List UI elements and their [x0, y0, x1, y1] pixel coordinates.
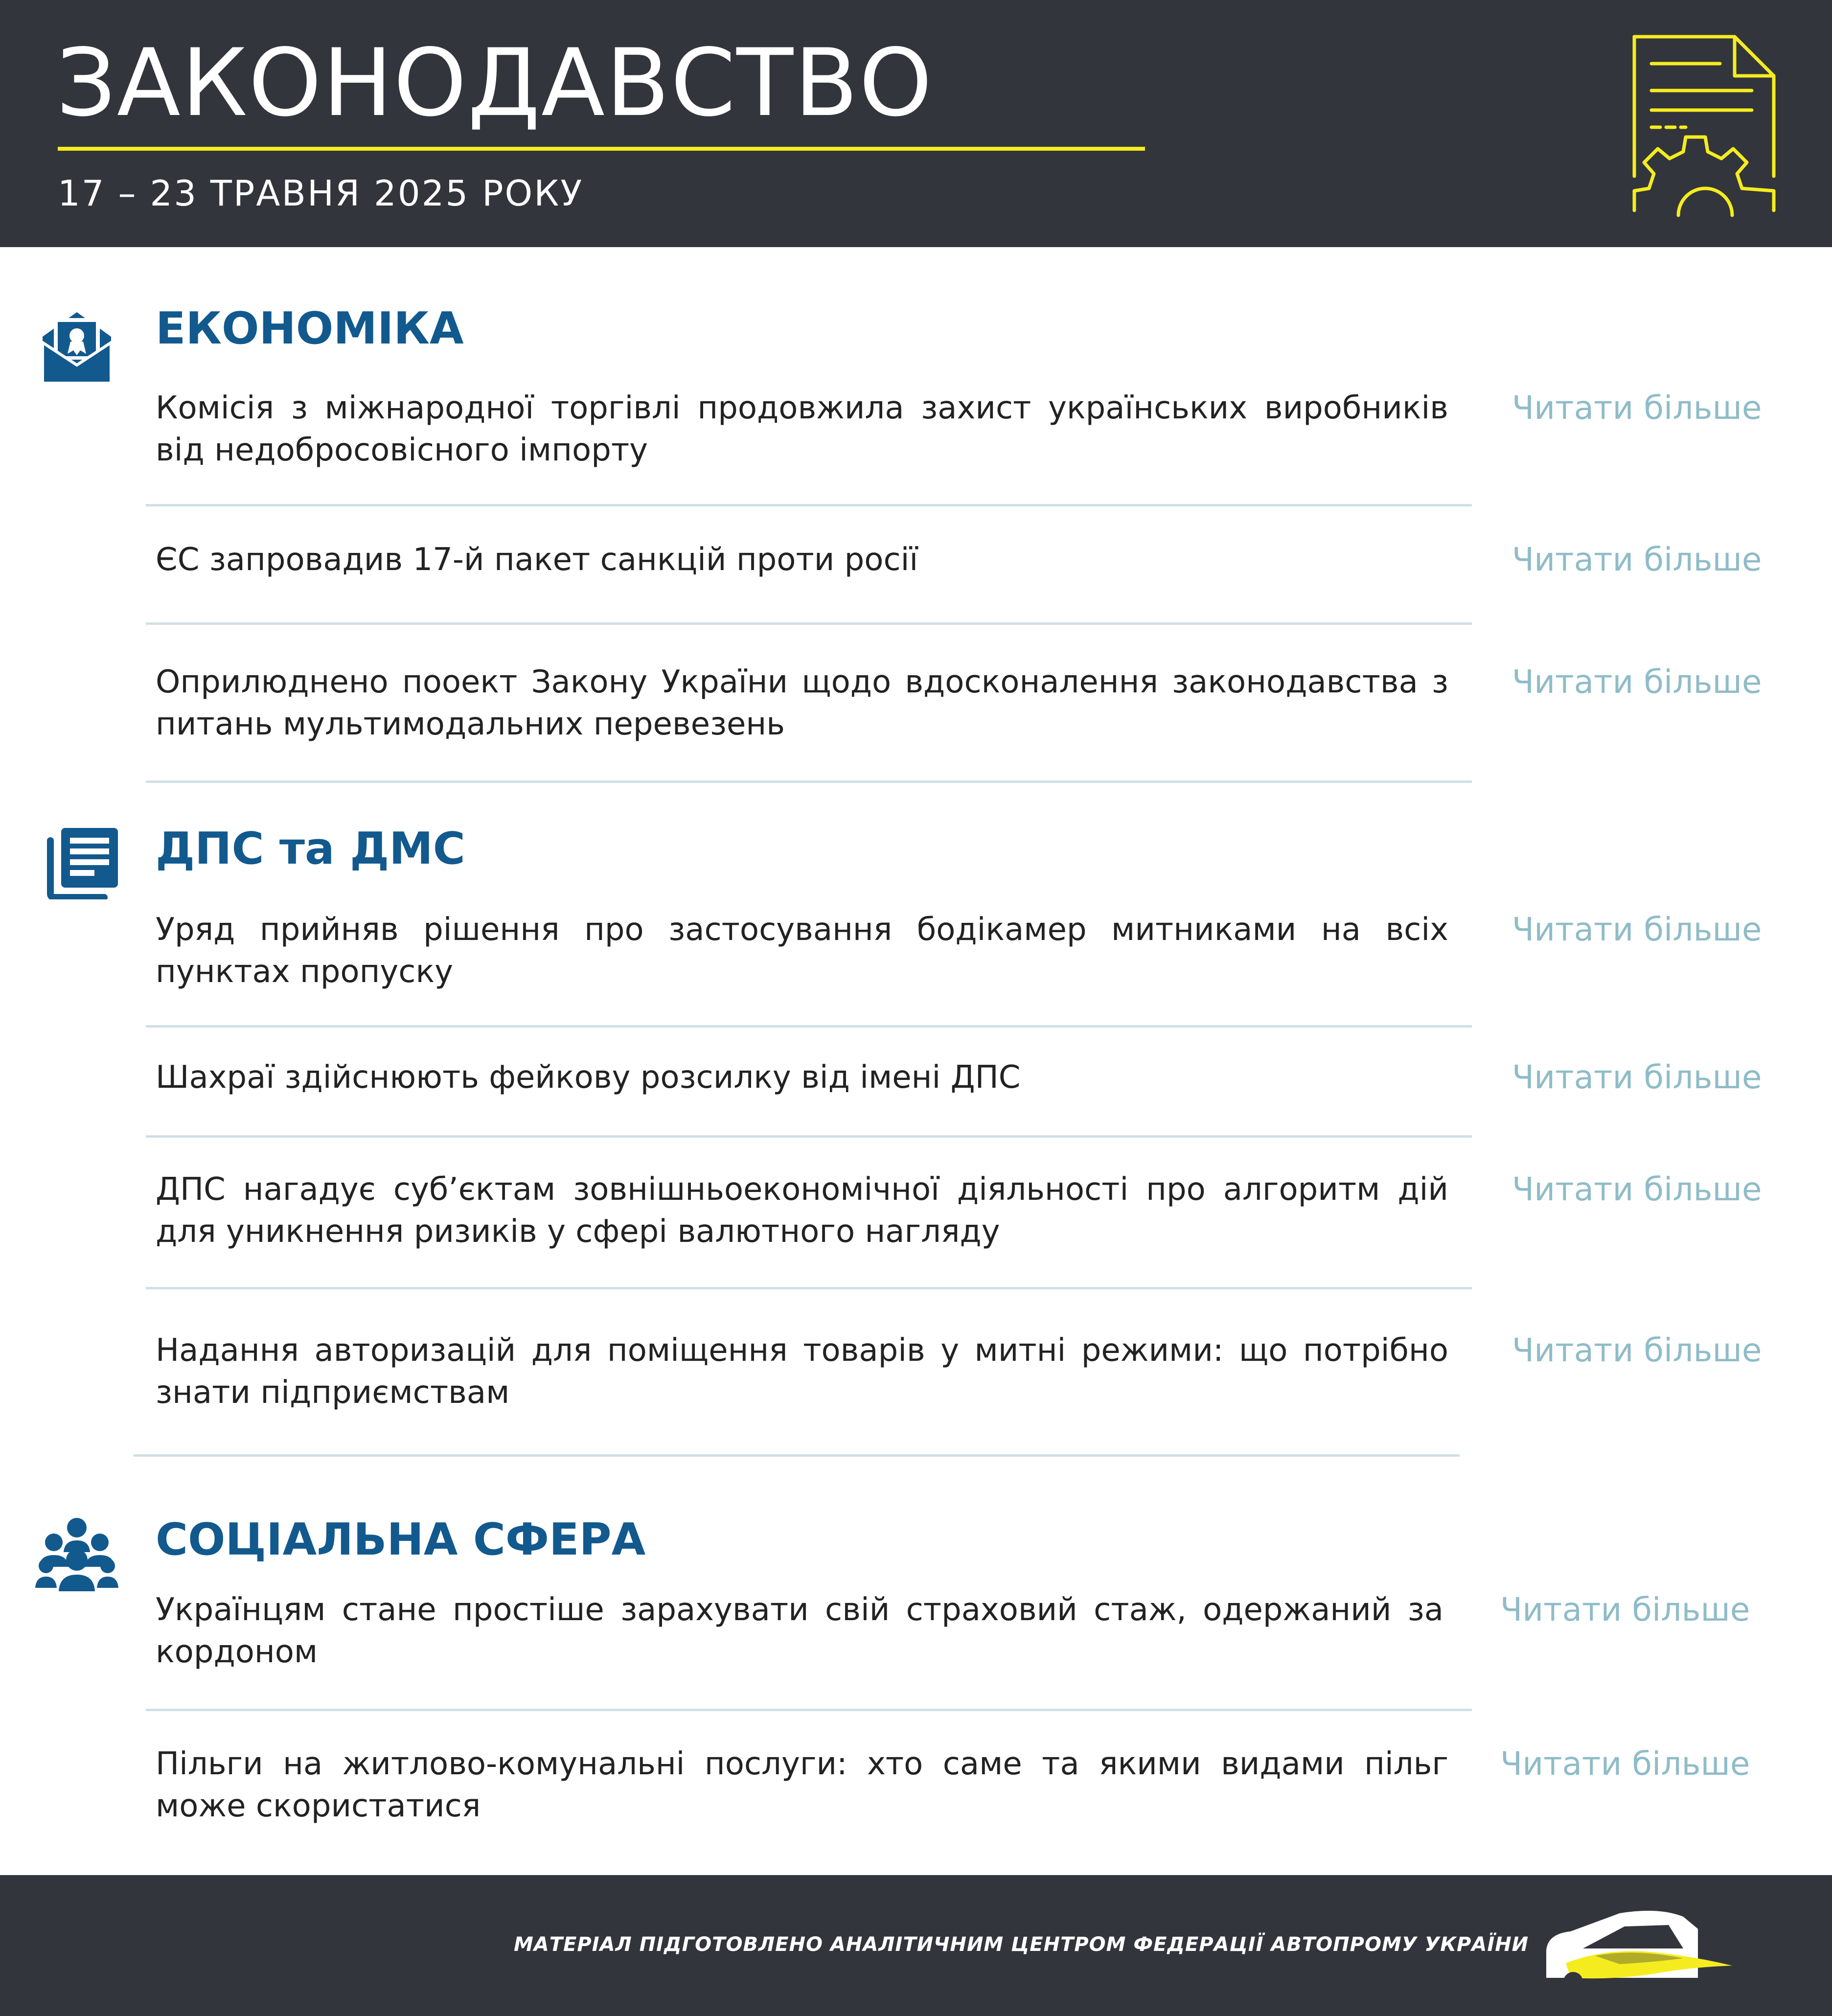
read-more-link[interactable]: Читати більше: [1512, 1058, 1762, 1096]
divider: [134, 1454, 1460, 1457]
news-item-text: Українцям стане простіше зарахувати свій страховий стаж, одержаний за кордоном: [156, 1592, 1443, 1670]
news-item-text: Пільги на житлово-комунальні послуги: хто саме та якими видами пільг може скористатися: [156, 1746, 1448, 1824]
car-logo-icon: [1536, 1904, 1742, 1997]
news-item-text: Надання авторизацій для поміщення товарів у митні режими: що потрібно знати підприємствам: [156, 1332, 1448, 1411]
footer-credit: МАТЕРІАЛ ПІДГОТОВЛЕНО АНАЛІТИЧНИМ ЦЕНТРОМ ФЕДЕРАЦІЇ АВТОПРОМУ УКРАЇНИ: [514, 1933, 1529, 1956]
divider: [146, 1709, 1472, 1711]
read-more-link[interactable]: Читати більше: [1512, 1170, 1762, 1208]
news-item-text: ЄС запровадив 17-й пакет санкцій проти росії: [156, 542, 918, 578]
section-title-tax: ДПС та ДМС: [156, 823, 465, 874]
news-item-text: Комісія з міжнародної торгівлі продовжила захист українських виробників від недобросовісного імпорту: [156, 390, 1448, 468]
page-title: ЗАКОНОДАВСТВО: [56, 29, 934, 137]
divider: [146, 504, 1472, 506]
news-item-text: Уряд прийняв рішення про застосування бодікамер митниками на всіх пунктах пропуску: [156, 912, 1448, 990]
read-more-link[interactable]: Читати більше: [1512, 541, 1762, 578]
read-more-link[interactable]: Читати більше: [1500, 1745, 1750, 1783]
section-title-economy: ЕКОНОМІКА: [156, 303, 464, 354]
read-more-link[interactable]: Читати більше: [1512, 389, 1762, 427]
read-more-link[interactable]: Читати більше: [1500, 1591, 1750, 1628]
envelope-certificate-icon: [40, 307, 114, 383]
header: [0, 0, 1832, 247]
divider: [146, 1287, 1472, 1289]
footer: [0, 1875, 1832, 2016]
news-item-text: Оприлюднено пооект Закону України щодо вдосконалення законодавства з питань мультимодальних перевезень: [156, 664, 1448, 742]
title-underline: [58, 147, 1145, 151]
documents-stack-icon: [46, 826, 120, 899]
divider: [146, 780, 1472, 783]
section-title-social: СОЦІАЛЬНА СФЕРА: [156, 1514, 646, 1565]
divider: [146, 1135, 1472, 1138]
read-more-link[interactable]: Читати більше: [1512, 663, 1762, 701]
people-group-icon: [35, 1517, 118, 1593]
divider: [146, 1025, 1472, 1028]
read-more-link[interactable]: Читати більше: [1512, 1331, 1762, 1369]
period-subtitle: 17 – 23 ТРАВНЯ 2025 РОКУ: [58, 173, 584, 214]
divider: [146, 622, 1472, 625]
news-item-text: ДПС нагадує суб’єктам зовнішньоекономічної діяльності про алгоритм дій для уникнення ризиків у сфері валютного нагляду: [156, 1171, 1448, 1250]
read-more-link[interactable]: Читати більше: [1512, 911, 1762, 948]
document-gear-icon: [1625, 29, 1786, 230]
news-item-text: Шахраї здійснюють фейкову розсилку від імені ДПС: [156, 1059, 1021, 1096]
